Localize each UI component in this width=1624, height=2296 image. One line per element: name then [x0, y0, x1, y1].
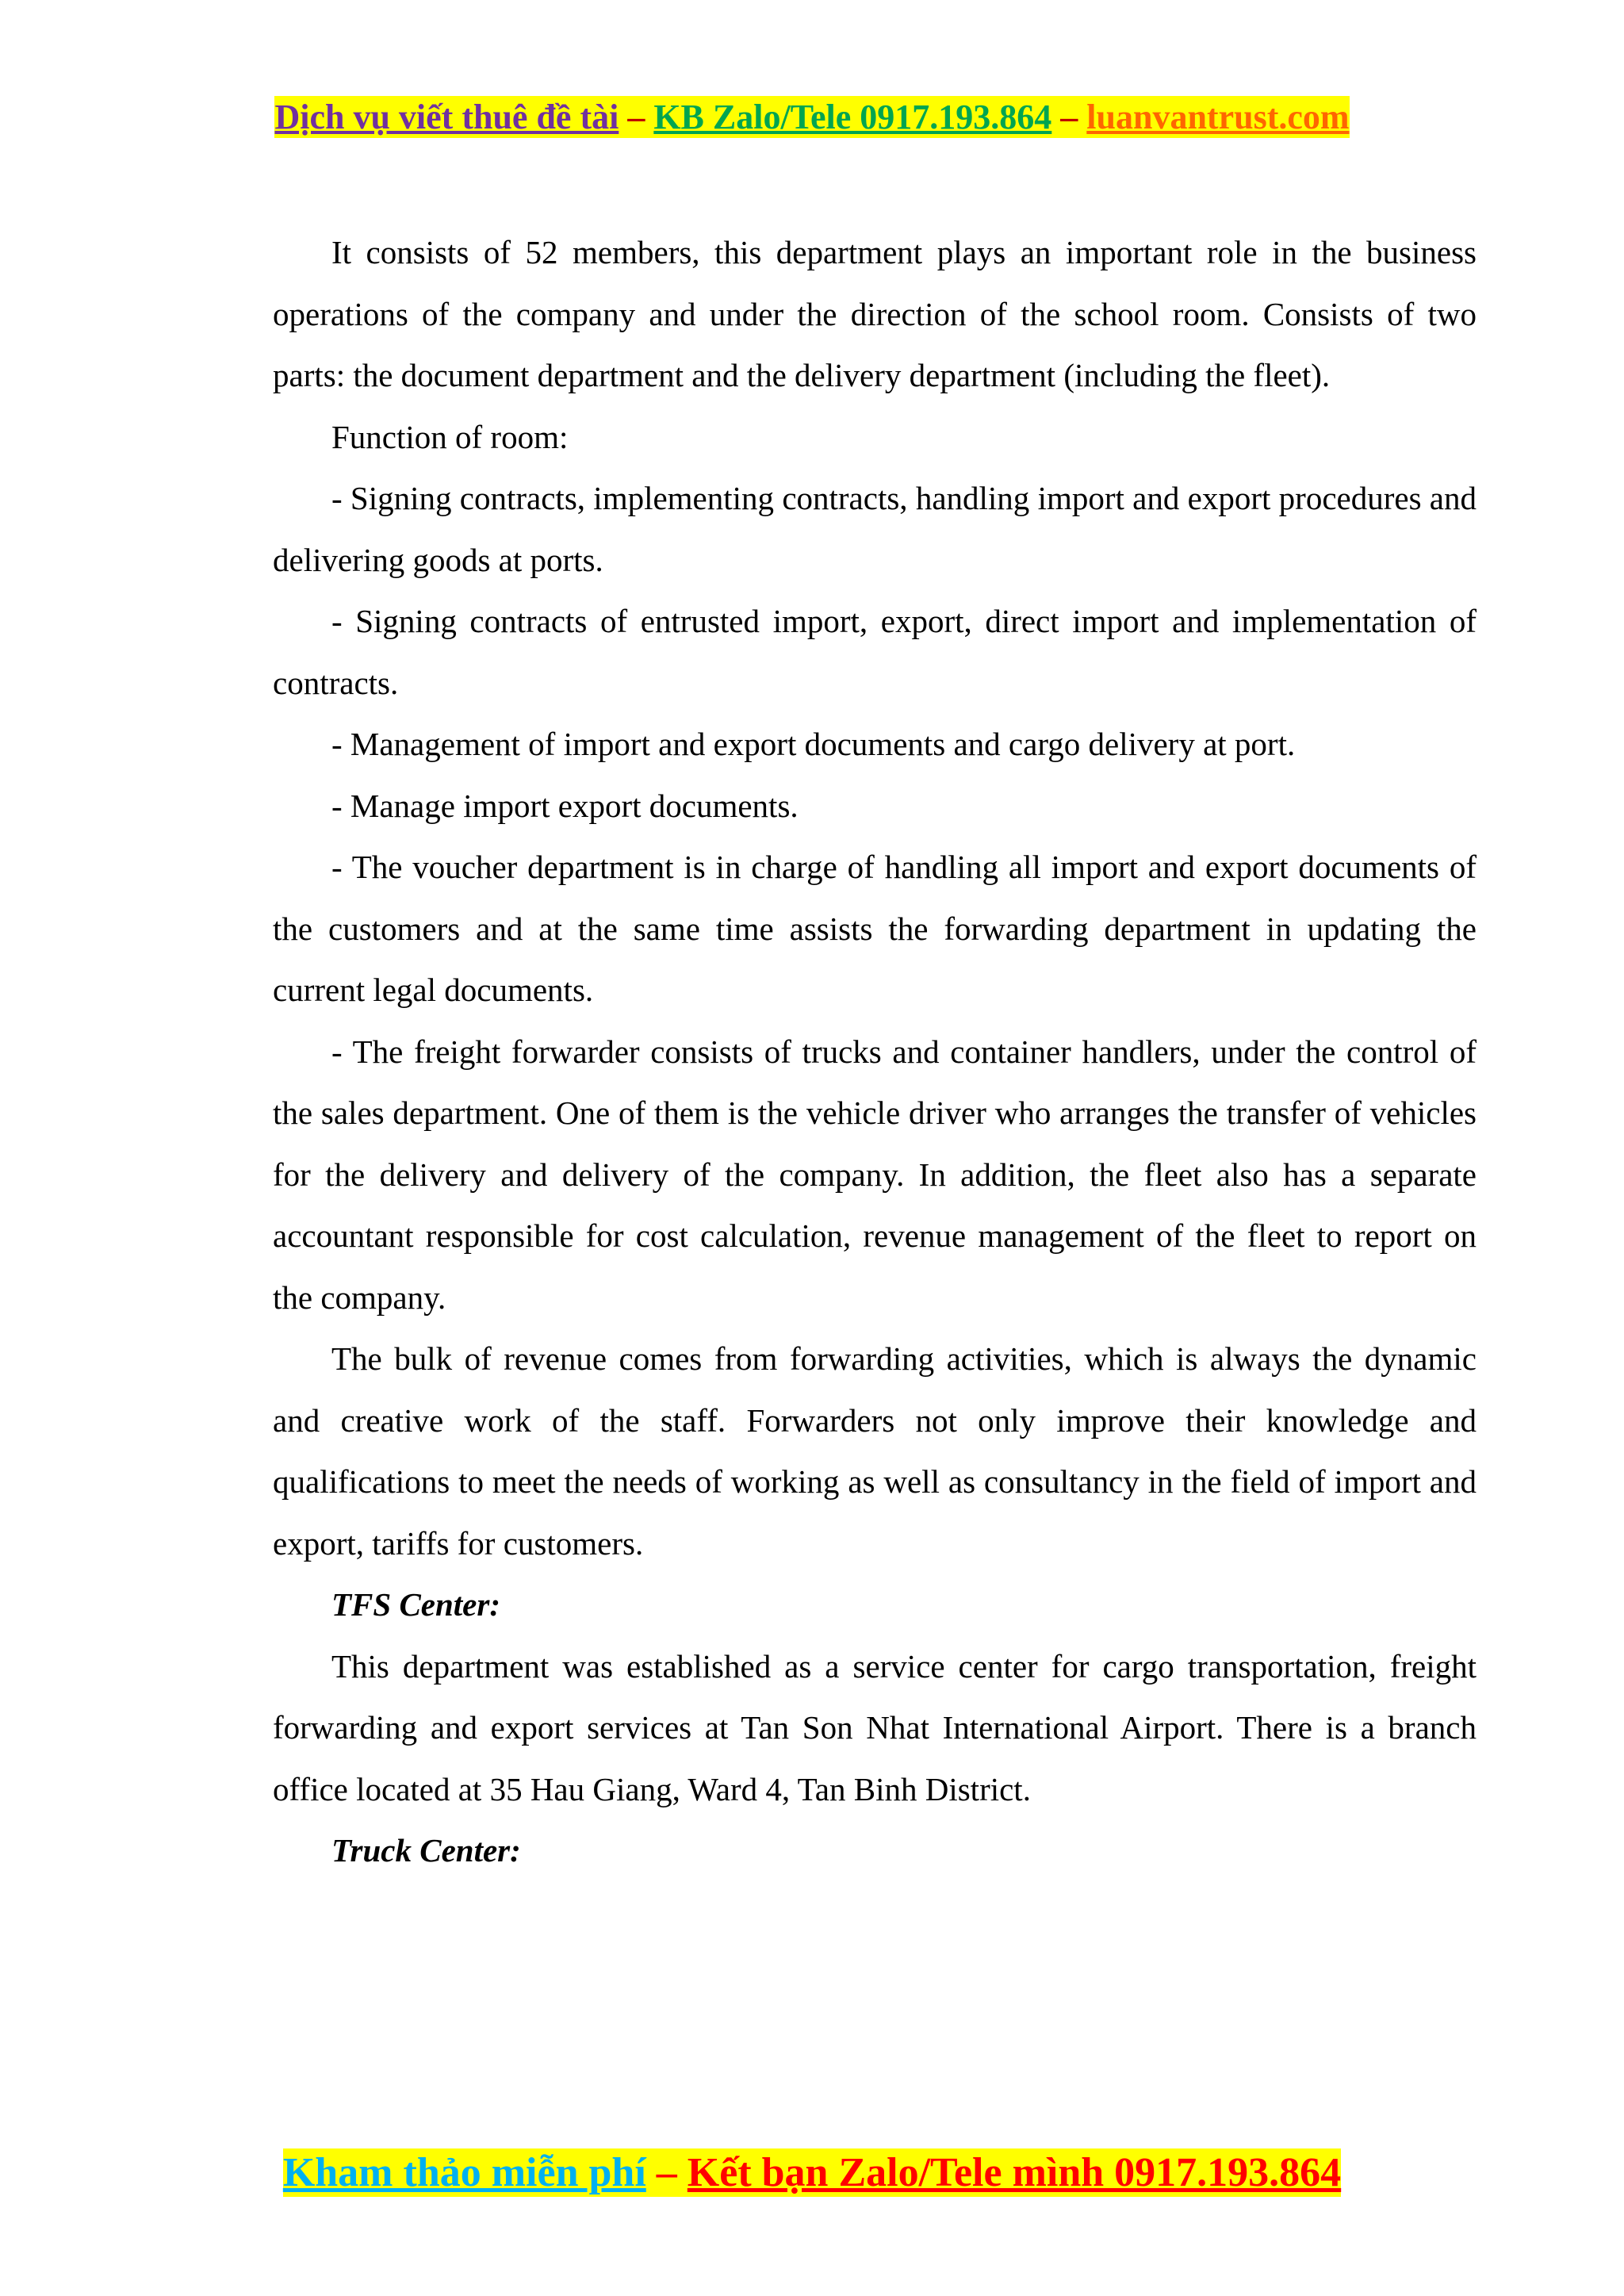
- footer-highlight: [283, 2148, 1341, 2197]
- footer-separator: –: [645, 2150, 688, 2195]
- header-contact-link[interactable]: KB Zalo/Tele 0917.193.864: [653, 98, 1052, 136]
- list-item: - The voucher department is in charge of handling all import and export documents of the customers and at the same time assists the forwarding department in updating the current legal documents.: [273, 849, 1477, 1008]
- list-item: - Manage import export documents.: [331, 787, 799, 824]
- section-heading: Truck Center:: [331, 1832, 521, 1869]
- paragraph: The bulk of revenue comes from forwarding activities, which is always the dynamic and creative work of the staff. Forwarders not only improve their knowledge and qualifications to meet the needs of working as well as consultancy in the field of import and export, tariffs for customers.: [273, 1340, 1477, 1562]
- header-service-link[interactable]: Dịch vụ viết thuê đề tài: [274, 98, 619, 136]
- header-banner: [0, 94, 1624, 141]
- paragraph: It consists of 52 members, this department plays an important role in the business operations of the company and under the direction of the school room. Consists of two parts: the document department and the delivery department (including the fleet).: [273, 234, 1477, 393]
- header-website-link[interactable]: luanvantrust.com: [1086, 98, 1350, 136]
- header-highlight: [274, 96, 1349, 138]
- header-separator: –: [619, 98, 654, 136]
- footer-banner: [0, 2145, 1624, 2201]
- header-separator: –: [1051, 98, 1087, 136]
- list-item: - The freight forwarder consists of trucks and container handlers, under the control of the sales department. One of them is the vehicle driver who arranges the transfer of vehicles for the delivery and delivery of the company. In addition, the fleet also has a separate accountant responsible for cost calculation, revenue management of the fleet to report on the company.: [273, 1033, 1477, 1316]
- footer-free-reference-link[interactable]: Kham thảo miễn phí: [282, 2150, 646, 2195]
- document-body: [273, 222, 1477, 1882]
- footer-contact-link[interactable]: Kết bạn Zalo/Tele mình 0917.193.864: [687, 2150, 1342, 2195]
- paragraph: Function of room:: [331, 418, 569, 455]
- list-item: - Management of import and export documents and cargo delivery at port.: [331, 726, 1296, 762]
- section-heading: TFS Center:: [331, 1586, 500, 1623]
- paragraph: This department was established as a service center for cargo transportation, freight forwarding and export services at Tan Son Nhat International Airport. There is a branch office located at 35 Hau Giang, Ward 4, Tan Binh District.: [273, 1647, 1477, 1807]
- list-item: - Signing contracts, implementing contracts, handling import and export procedures and delivering goods at ports.: [273, 480, 1477, 578]
- list-item: - Signing contracts of entrusted import, export, direct import and implementation of contracts.: [273, 603, 1477, 701]
